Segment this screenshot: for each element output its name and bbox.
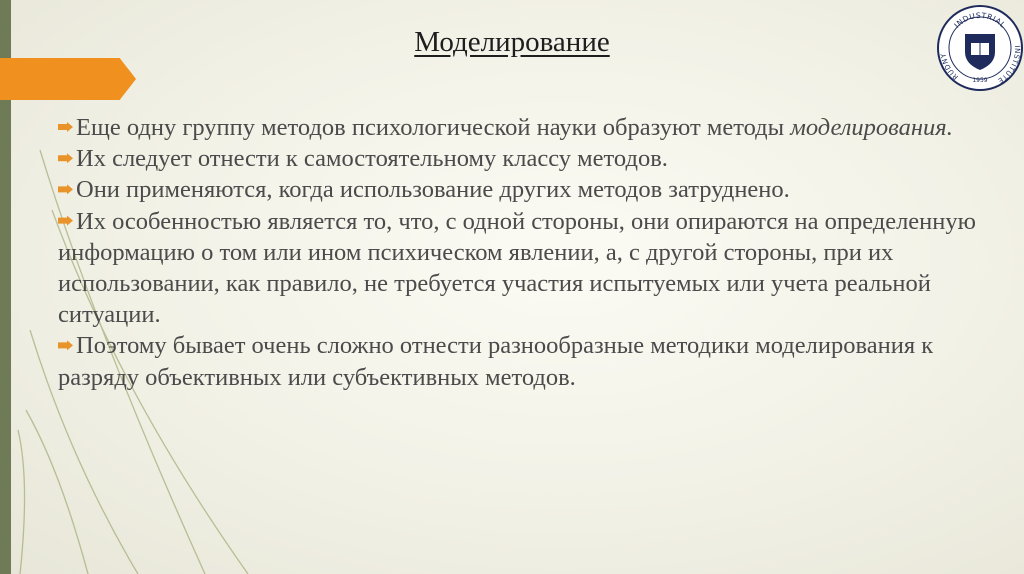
emphasis-text: моделирования. [790,114,953,141]
institute-logo [936,4,1024,92]
slide-title: Моделирование [414,26,610,58]
svg-text:INDUSTRIAL: INDUSTRIAL [952,10,1008,30]
svg-text:RUDNY: RUDNY [939,52,960,82]
bullet-item: Их особенностью является то, что, с одной стороны, они опираются на определенную информацию о том или ином психическом явлении, а, с другой стороны, при их использовании, как правило, не требуется участия испытуемых или учета реальной ситуации. [58,207,976,329]
bullet-item: Они применяются, когда использование других методов затруднено. [58,174,988,205]
arrow-bullet-icon [58,216,73,226]
arrow-bullet-icon [58,122,73,132]
svg-text:INSTITUTE: INSTITUTE [996,45,1022,85]
arrow-bullet-icon [58,340,73,350]
bullet-item: Еще одну группу методов психологической науки образуют методы моделирования. [58,112,988,143]
bullet-item: Их следует отнести к самостоятельному классу методов. [58,143,988,174]
svg-text:1959: 1959 [972,77,988,84]
accent-arrow-shape [0,58,136,100]
arrow-bullet-icon [58,184,73,194]
bullet-item: Поэтому бывает очень сложно отнести разнообразные методики моделирования к разряду объективных или субъективных методов. [58,332,934,391]
arrow-bullet-icon [58,153,73,163]
bullet-list [58,112,988,393]
